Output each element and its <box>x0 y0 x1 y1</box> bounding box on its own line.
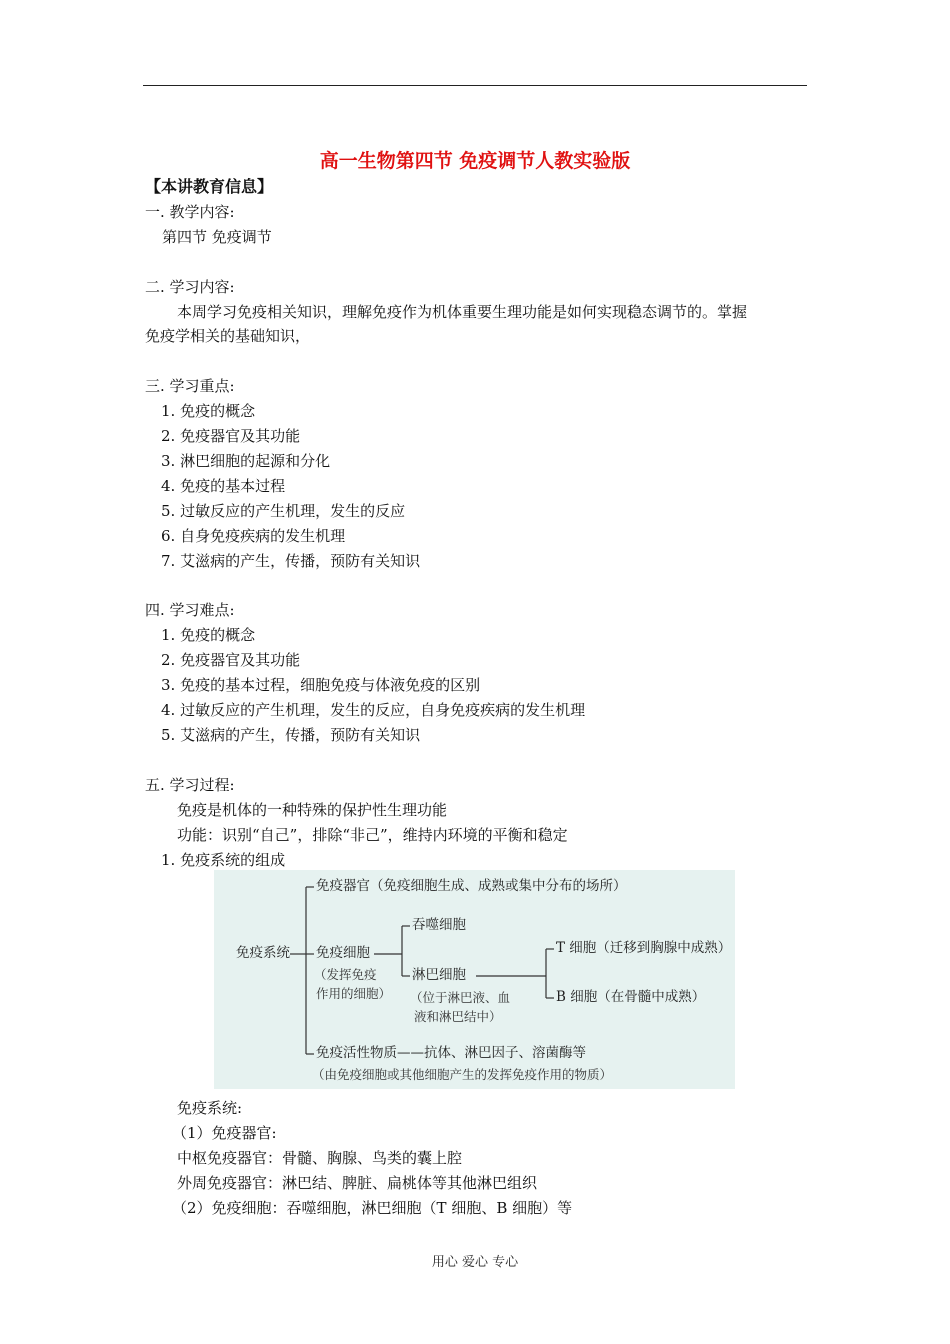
diagram-b-cell: B 细胞（在骨髓中成熟） <box>556 989 706 1005</box>
list-item: 3. 免疫的基本过程，细胞免疫与体液免疫的区别 <box>161 676 481 694</box>
diagram-root: 免疫系统 <box>236 945 290 961</box>
immune-system-diagram <box>214 870 735 1089</box>
section-2-heading: 二. 学习内容: <box>145 278 235 296</box>
list-item: 1. 免疫的概念 <box>161 626 256 644</box>
after-line-1: 免疫系统: <box>177 1099 243 1117</box>
section-1-body: 第四节 免疫调节 <box>162 228 272 246</box>
section-2-body-line1: 本周学习免疫相关知识，理解免疫作为机体重要生理功能是如何实现稳态调节的。掌握 <box>177 303 748 321</box>
list-item: 2. 免疫器官及其功能 <box>161 427 301 445</box>
list-item: 5. 过敏反应的产生机理，发生的反应 <box>161 502 406 520</box>
list-item: 3. 淋巴细胞的起源和分化 <box>161 452 331 470</box>
list-item: 6. 自身免疫疾病的发生机理 <box>161 527 346 545</box>
diagram-t-cell: T 细胞（迁移到胸腺中成熟） <box>556 940 732 956</box>
section-2-body-line2: 免疫学相关的基础知识， <box>145 327 311 345</box>
diagram-cell-note-2: 作用的细胞） <box>316 986 392 1001</box>
list-item: 4. 过敏反应的产生机理，发生的反应，自身免疫疾病的发生机理 <box>161 701 586 719</box>
page-title: 高一生物第四节 免疫调节人教实验版 <box>319 150 631 172</box>
list-item: 2. 免疫器官及其功能 <box>161 651 301 669</box>
list-item: 1. 免疫的概念 <box>161 402 256 420</box>
section-3-heading: 三. 学习重点: <box>145 377 235 395</box>
list-item: 7. 艾滋病的产生，传播，预防有关知识 <box>161 552 421 570</box>
diagram-organ: 免疫器官（免疫细胞生成、成熟或集中分布的场所） <box>316 878 627 894</box>
diagram-active-note: （由免疫细胞或其他细胞产生的发挥免疫作用的物质） <box>312 1067 613 1082</box>
after-line-2: （1）免疫器官: <box>172 1124 277 1142</box>
list-item: 4. 免疫的基本过程 <box>161 477 286 495</box>
section-5-para-3: 1. 免疫系统的组成 <box>161 851 286 869</box>
section-1-heading: 一. 教学内容: <box>145 203 235 221</box>
section-5-heading: 五. 学习过程: <box>145 776 235 794</box>
diagram-lymph-note-1: （位于淋巴液、血 <box>410 990 511 1005</box>
diagram-lymph-note-2: 液和淋巴结中） <box>414 1009 502 1024</box>
after-line-4: 外周免疫器官：淋巴结、脾脏、扁桃体等其他淋巴组织 <box>177 1174 538 1192</box>
section-5-para-2: 功能：识别“自己”，排除“非己”，维持内环境的平衡和稳定 <box>177 826 568 844</box>
diagram-cell: 免疫细胞 <box>316 945 370 961</box>
diagram-lymphocyte: 淋巴细胞 <box>412 967 466 983</box>
after-line-5: （2）免疫细胞：吞噬细胞，淋巴细胞（T 细胞、B 细胞）等 <box>172 1199 573 1217</box>
diagram-active-substance: 免疫活性物质——抗体、淋巴因子、溶菌酶等 <box>316 1045 586 1061</box>
after-line-3: 中枢免疫器官：骨髓、胸腺、鸟类的囊上腔 <box>177 1149 463 1167</box>
info-header: 【本讲教育信息】 <box>145 177 274 196</box>
section-4-heading: 四. 学习难点: <box>145 601 235 619</box>
header-rule <box>143 85 807 86</box>
diagram-phagocyte: 吞噬细胞 <box>412 917 466 933</box>
page-footer: 用心 爱心 专心 <box>431 1255 519 1270</box>
section-5-para-1: 免疫是机体的一种特殊的保护性生理功能 <box>177 801 448 819</box>
diagram-cell-note-1: （发挥免疫 <box>314 967 377 982</box>
list-item: 5. 艾滋病的产生，传播，预防有关知识 <box>161 726 421 744</box>
